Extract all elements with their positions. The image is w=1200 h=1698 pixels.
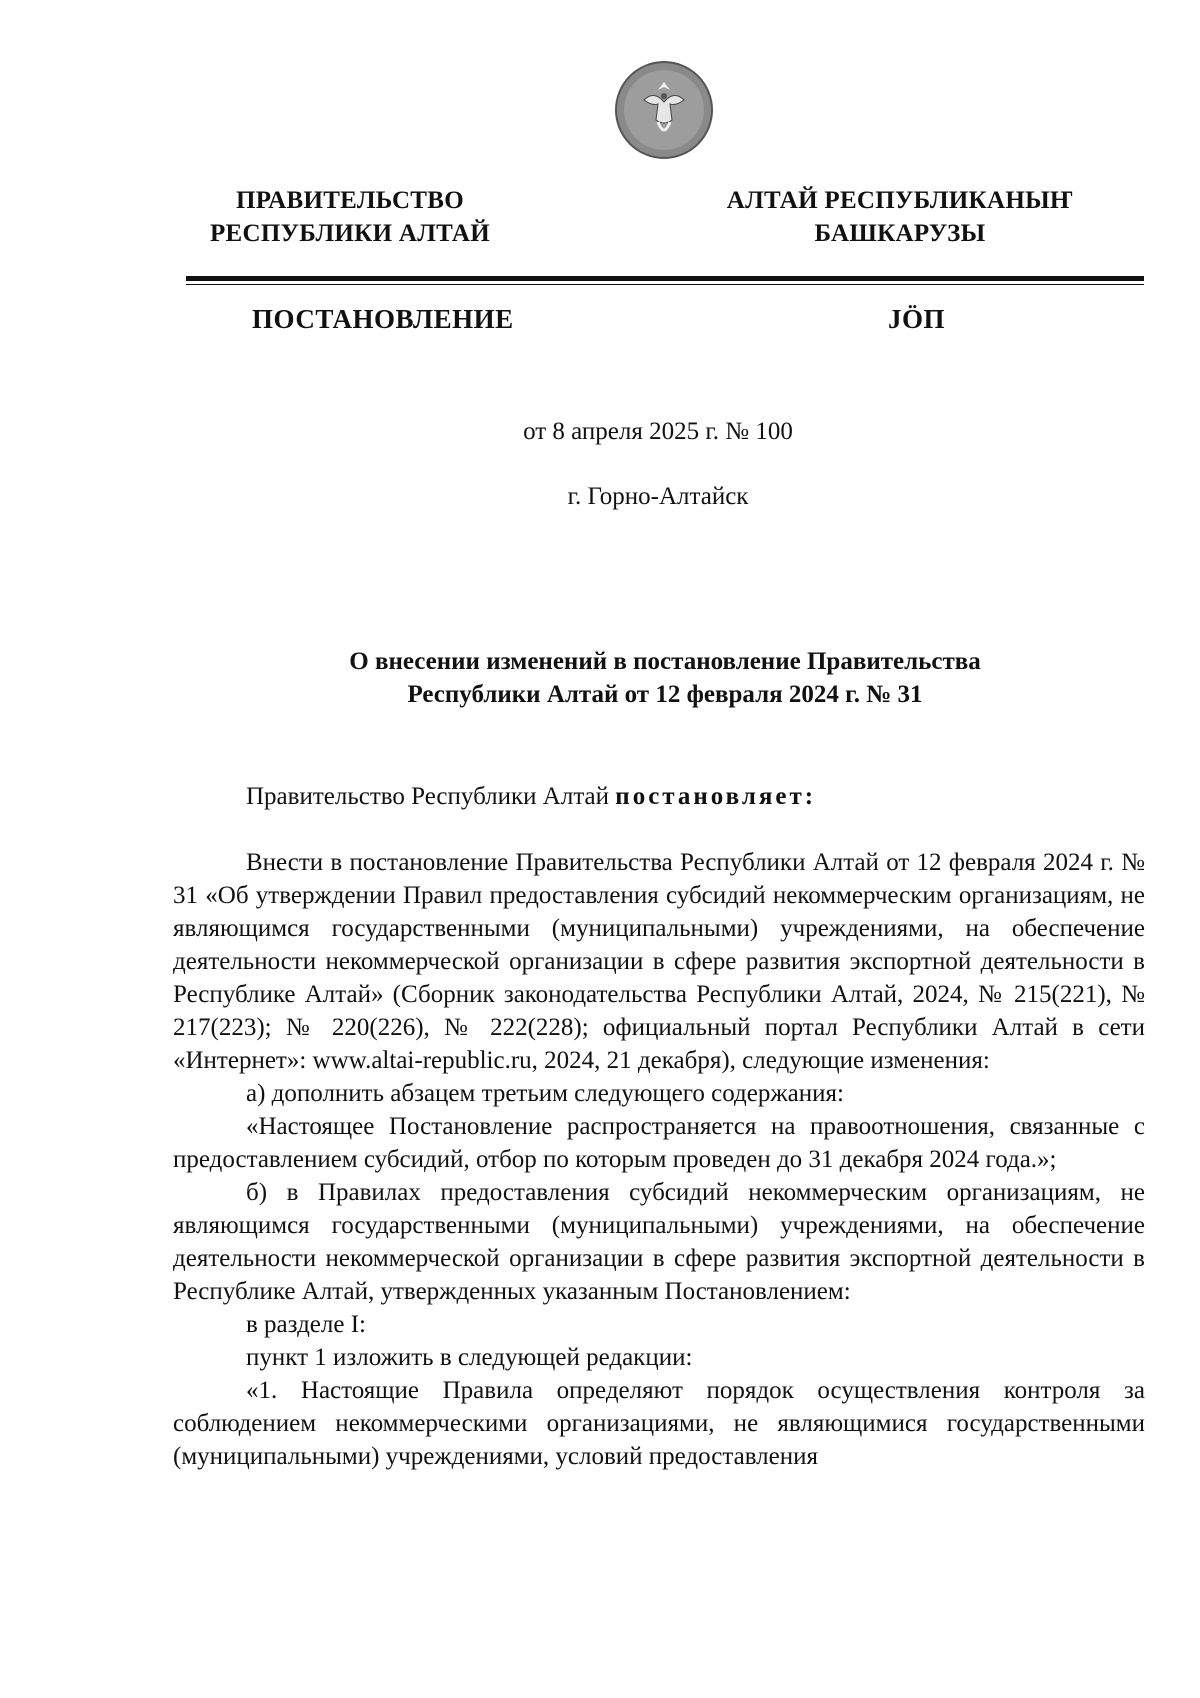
body-paragraph: б) в Правилах предоставления субсидий некоммерческим организациям, не являющимся государственными (муниципальными) учреждениями, на обеспечение деятельности некоммерческой организации в сфере развития экспортной деятельности в Республике Алтай, утвержденных указанным Постановлением: [173, 1179, 1145, 1305]
header-right-line2: БАШКАРУЗЫ [814, 220, 986, 247]
header-left-line2: РЕСПУБЛИКИ АЛТАЙ [209, 220, 490, 247]
document-date-number: от 8 апреля 2025 г. № 100 [523, 418, 793, 445]
header-left [180, 184, 520, 250]
header-divider-thin [186, 284, 1144, 285]
body-paragraph: «1. Настоящие Правила определяют порядок осуществления контроля за соблюдением некоммерческими организациями, не являющимися государственными (муниципальными) учреждениями, условий предоставления [173, 1377, 1145, 1470]
header-right [720, 184, 1080, 250]
doc-type-russian: ПОСТАНОВЛЕНИЕ [252, 304, 514, 334]
document-body [173, 780, 1145, 1473]
body-paragraph: пункт 1 изложить в следующей редакции: [246, 1344, 693, 1371]
header-left-line1: ПРАВИТЕЛЬСТВО [236, 187, 464, 214]
preamble [173, 780, 1145, 813]
title-line1: О внесении изменений в постановление Правительства [349, 648, 981, 675]
title-line2: Республики Алтай от 12 февраля 2024 г. № 31 [407, 681, 923, 708]
header-right-line1: АЛТАЙ РЕСПУБЛИКАНЫҤ [726, 187, 1074, 214]
body-paragraph: «Настоящее Постановление распространяется на правоотношения, связанные с предоставлением субсидий, отбор по которым проведен до 31 декабря 2024 года.»; [173, 1113, 1145, 1173]
body-paragraph: а) дополнить абзацем третьим следующего содержания: [246, 1080, 844, 1107]
preamble-emphasis: постановляет: [615, 783, 817, 810]
document-city: г. Горно-Алтайск [567, 483, 749, 510]
header-divider-thick [186, 276, 1144, 281]
doc-type-altai: JӦП [888, 304, 946, 334]
preamble-text: Правительство Республики Алтай [246, 783, 616, 810]
document-title [186, 645, 1144, 711]
body-paragraph: в разделе I: [246, 1311, 366, 1338]
body-paragraph: Внести в постановление Правительства Республики Алтай от 12 февраля 2024 г. № 31 «Об утверждении Правил предоставления субсидий некоммерческим организациям, не являющимся государственными (муниципальными) учреждениями, на обеспечение деятельности некоммерческой организации в сфере развития экспортной деятельности в Республике Алтай» (Сборник законодательства Республики Алтай, 2024, № 215(221), № 217(223); № 220(226), № 222(228); официальный портал Республики Алтай в сети «Интернет»: www.altai-republic.ru, 2024, 21 декабря), следующие изменения: [173, 849, 1145, 1074]
coat-of-arms-emblem [614, 60, 714, 160]
